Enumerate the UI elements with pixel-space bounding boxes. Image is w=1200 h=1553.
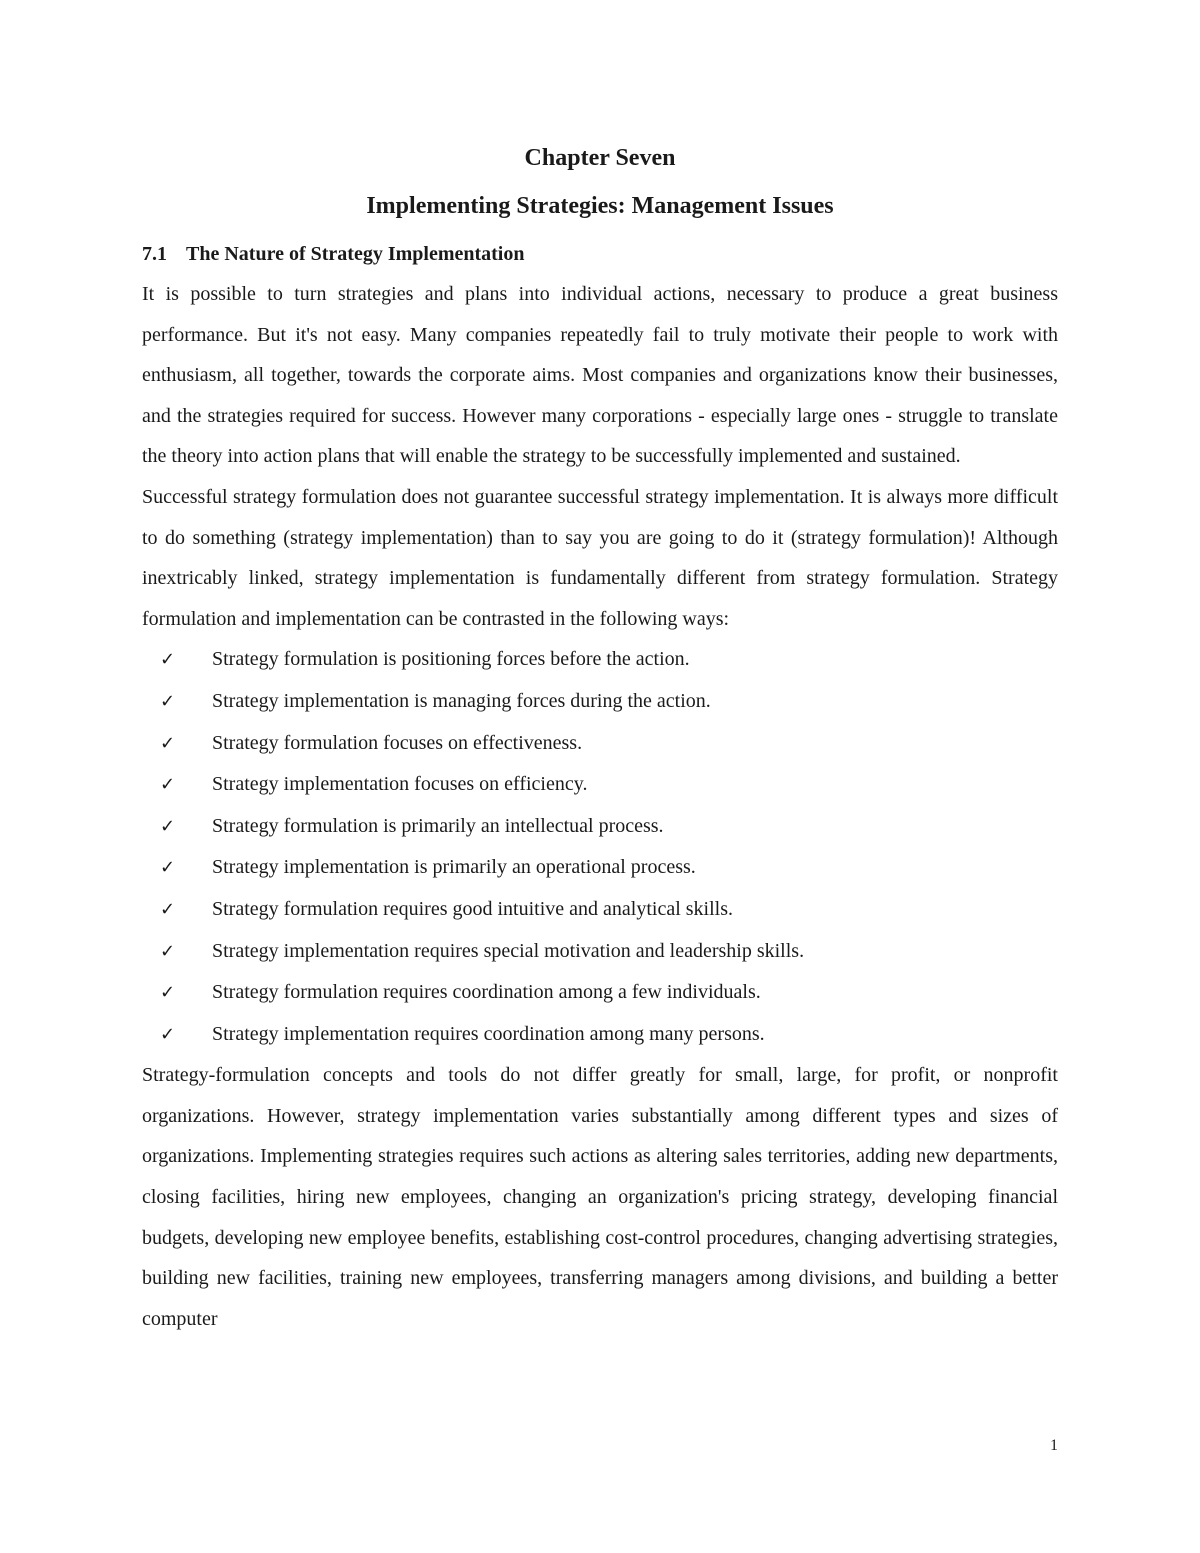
paragraph: Successful strategy formulation does not guarantee successful strategy implementation. It is always more difficult to do something (strategy implementation) than to say you are going to do it (strategy formulation)! Although inextricably linked, strategy implementation is fundamentally different from strategy formulation. Strategy formulation and implementation can be contrasted in the following ways: — [142, 485, 1058, 630]
checkmark-icon: ✓ — [160, 649, 176, 671]
checklist-item-text: Strategy formulation requires good intuitive and analytical skills. — [212, 897, 733, 920]
checklist-item — [160, 806, 1058, 848]
checklist-item-text: Strategy formulation is primarily an intellectual process. — [212, 814, 664, 837]
checkmark-icon: ✓ — [160, 815, 176, 837]
checklist-item-text: Strategy formulation focuses on effectiveness. — [212, 731, 583, 754]
section-heading — [142, 234, 1058, 274]
paragraph: It is possible to turn strategies and plans into individual actions, necessary to produce a great business performance. But it's not easy. Many companies repeatedly fail to truly motivate their people to work with enthusiasm, all together, towards the corporate aims. Most companies and organizations know their businesses, and the strategies required for success. However many corporations - especially large ones - struggle to translate the theory into action plans that will enable the strategy to be successfully implemented and sustained. — [142, 283, 1058, 468]
checklist-item-text: Strategy implementation is primarily an operational process. — [212, 856, 696, 879]
checkmark-icon: ✓ — [160, 982, 176, 1004]
checklist-item — [160, 847, 1058, 889]
checklist-item-text: Strategy formulation requires coordination among a few individuals. — [212, 981, 761, 1004]
checkmark-icon: ✓ — [160, 857, 176, 879]
checklist-item-text: Strategy implementation is managing forces during the action. — [212, 689, 711, 712]
chapter-title: Chapter Seven — [524, 145, 676, 171]
checklist-item — [160, 639, 1058, 681]
checklist-item — [160, 764, 1058, 806]
checklist — [142, 639, 1058, 1055]
checklist-item-text: Strategy formulation is positioning forces before the action. — [212, 648, 690, 671]
checkmark-icon: ✓ — [160, 1023, 176, 1045]
checkmark-icon: ✓ — [160, 898, 176, 920]
checkmark-icon: ✓ — [160, 690, 176, 712]
checklist-item — [160, 889, 1058, 931]
checklist-item — [160, 931, 1058, 973]
checkmark-icon: ✓ — [160, 940, 176, 962]
checklist-item-text: Strategy implementation requires coordination among many persons. — [212, 1022, 765, 1045]
checklist-item — [160, 1014, 1058, 1056]
checklist-item-text: Strategy implementation focuses on efficiency. — [212, 773, 588, 796]
checklist-item — [160, 681, 1058, 723]
checkmark-icon: ✓ — [160, 774, 176, 796]
section-number: 7.1 — [142, 243, 167, 265]
paragraph: Strategy-formulation concepts and tools do not differ greatly for small, large, for profit, or nonprofit organizations. However, strategy implementation varies substantially among different types and sizes of organizations. Implementing strategies requires such actions as altering sales territories, adding new departments, closing facilities, hiring new employees, changing an organization's pricing strategy, developing financial budgets, developing new employee benefits, establishing cost-control procedures, changing advertising strategies, building new facilities, training new employees, transferring managers among divisions, and building a better computer — [142, 1064, 1058, 1330]
section-heading-text: The Nature of Strategy Implementation — [186, 243, 525, 265]
checklist-item-text: Strategy implementation requires special motivation and leadership skills. — [212, 939, 805, 962]
checkmark-icon: ✓ — [160, 732, 176, 754]
page-content — [142, 138, 1058, 1339]
checklist-item — [160, 972, 1058, 1014]
page-number: 1 — [1050, 1437, 1058, 1454]
document-title: Implementing Strategies: Management Issues — [366, 193, 834, 219]
checklist-item — [160, 723, 1058, 765]
